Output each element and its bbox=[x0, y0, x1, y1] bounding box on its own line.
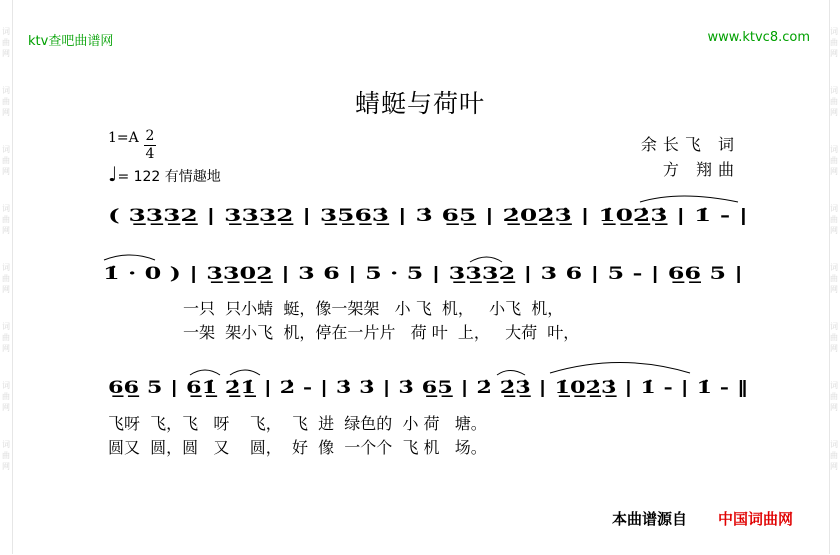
composer-credit: 方 翔曲 bbox=[662, 160, 740, 179]
watermark-char: 词 bbox=[2, 440, 10, 449]
watermark-char: 曲 bbox=[830, 333, 838, 342]
watermark-char: 网 bbox=[2, 226, 10, 235]
watermark-char: 网 bbox=[2, 167, 10, 176]
time-bar: 4 bbox=[145, 146, 155, 162]
watermark-char: 曲 bbox=[2, 392, 10, 401]
watermark-char: 网 bbox=[830, 462, 838, 471]
tie-line-1 bbox=[640, 196, 738, 202]
watermark-char: 曲 bbox=[830, 215, 838, 224]
site-link-left[interactable]: ktv查吧曲谱网 bbox=[28, 34, 114, 49]
watermark-char: 曲 bbox=[830, 156, 838, 165]
watermark-char: 词 bbox=[830, 27, 838, 36]
watermark-char: 曲 bbox=[2, 333, 10, 342]
watermark-char: 曲 bbox=[830, 392, 838, 401]
watermark-char: 网 bbox=[830, 344, 838, 353]
lyrics-verse2-line1: 一架 架小飞 机，停在一片片 荷 叶 上， 大荷 叶， bbox=[183, 323, 580, 342]
slur-line-3a bbox=[190, 370, 220, 375]
watermark-char: 曲 bbox=[830, 274, 838, 283]
song-title: 蜻蜓与荷叶 bbox=[354, 89, 485, 118]
watermark-char: 曲 bbox=[2, 274, 10, 283]
source-site-link[interactable]: 中国词曲网 bbox=[718, 510, 794, 528]
tempo-value: = 122 bbox=[117, 169, 161, 185]
watermark-char: 网 bbox=[830, 49, 838, 58]
slur-line-3c bbox=[550, 363, 690, 374]
lyrics-verse1-line1: 一只 只小蜻 蜓，像一架架 小 飞 机， 小飞 机， bbox=[183, 299, 564, 318]
watermark-char: 网 bbox=[830, 285, 838, 294]
watermark-char: 词 bbox=[2, 145, 10, 154]
score-line-1: ( 3̲3̲3̲2̲ | 3̲3̲3̲2̲ | 3̲5̲6̲3̲̇ | 3̇ 6̲5̲ | 2̲̇0̲2̲̇3̲̇ | 1̲̇0̲2̲̇3̲̇ | 1̇ - | bbox=[108, 206, 748, 226]
watermark-char: 词 bbox=[830, 204, 838, 213]
slur-line-2 bbox=[470, 257, 502, 262]
score-line-3: 6̲6̲ 5 | 6̲1̲̇ 2̲̇1̲̇ | 2̇ - | 3̇ 3̇ | 3̇ 6̲5̲ | 2̇ 2̲̇3̲̇ | 1̲̇0̲2̲̇3̲̇ | 1̇ - | 1̇ - ‖ bbox=[108, 378, 748, 398]
site-link-right[interactable]: www.ktvc8.com bbox=[707, 30, 810, 45]
source-label: 本曲谱源自 bbox=[612, 510, 688, 528]
score-line-2: 1̇ · 0 ) | 3̲3̲0̲2̲ | 3 6 | 5 · 5 | 3̲3̲3̲2̲ | 3 6 | 5 - | 6̲6̲ 5 | bbox=[103, 264, 743, 284]
watermark-char: 曲 bbox=[2, 38, 10, 47]
watermark-char: 网 bbox=[2, 285, 10, 294]
lyrics-verse1-line2: 飞呀 飞，飞 呀 飞， 飞 进 绿色的 小 荷 塘。 bbox=[108, 414, 487, 433]
watermark-char: 曲 bbox=[830, 451, 838, 460]
lyrics-verse2-line2: 圆又 圆，圆 又 圆， 好 像 一个个 飞 机 场。 bbox=[108, 438, 487, 457]
watermark-char: 词 bbox=[830, 145, 838, 154]
watermark-char: 网 bbox=[2, 108, 10, 117]
watermark-char: 曲 bbox=[830, 97, 838, 106]
time-top: 2 bbox=[145, 128, 155, 144]
expression-text: 有情趣地 bbox=[164, 169, 221, 185]
watermark-char: 曲 bbox=[2, 451, 10, 460]
watermark-char: 网 bbox=[2, 462, 10, 471]
key-label: 1=A bbox=[108, 130, 139, 146]
quarter-note-icon: ♩ bbox=[108, 162, 118, 186]
watermark-char: 词 bbox=[830, 263, 838, 272]
watermark-char: 词 bbox=[830, 86, 838, 95]
watermark-char: 词 bbox=[2, 86, 10, 95]
lyricist-credit: 余长飞 词 bbox=[640, 135, 740, 154]
watermark-char: 曲 bbox=[2, 97, 10, 106]
watermark-char: 网 bbox=[2, 403, 10, 412]
watermark-char: 词 bbox=[2, 27, 10, 36]
tie-line-2 bbox=[104, 255, 155, 260]
watermark-char: 曲 bbox=[830, 38, 838, 47]
watermark-char: 词 bbox=[830, 381, 838, 390]
watermark-char: 网 bbox=[2, 49, 10, 58]
watermark-char: 曲 bbox=[2, 156, 10, 165]
watermark-char: 网 bbox=[2, 344, 10, 353]
watermark-char: 词 bbox=[2, 263, 10, 272]
watermark-char: 词 bbox=[2, 322, 10, 331]
watermark-char: 网 bbox=[830, 226, 838, 235]
watermark-char: 网 bbox=[830, 108, 838, 117]
watermark-char: 网 bbox=[830, 167, 838, 176]
watermark-char: 曲 bbox=[2, 215, 10, 224]
watermark-char: 网 bbox=[830, 403, 838, 412]
watermark-char: 词 bbox=[830, 440, 838, 449]
watermark-char: 词 bbox=[2, 381, 10, 390]
watermark-char: 词 bbox=[2, 204, 10, 213]
watermark-char: 词 bbox=[830, 322, 838, 331]
slur-line-3b bbox=[230, 370, 260, 375]
slur-line-3d bbox=[497, 371, 525, 376]
